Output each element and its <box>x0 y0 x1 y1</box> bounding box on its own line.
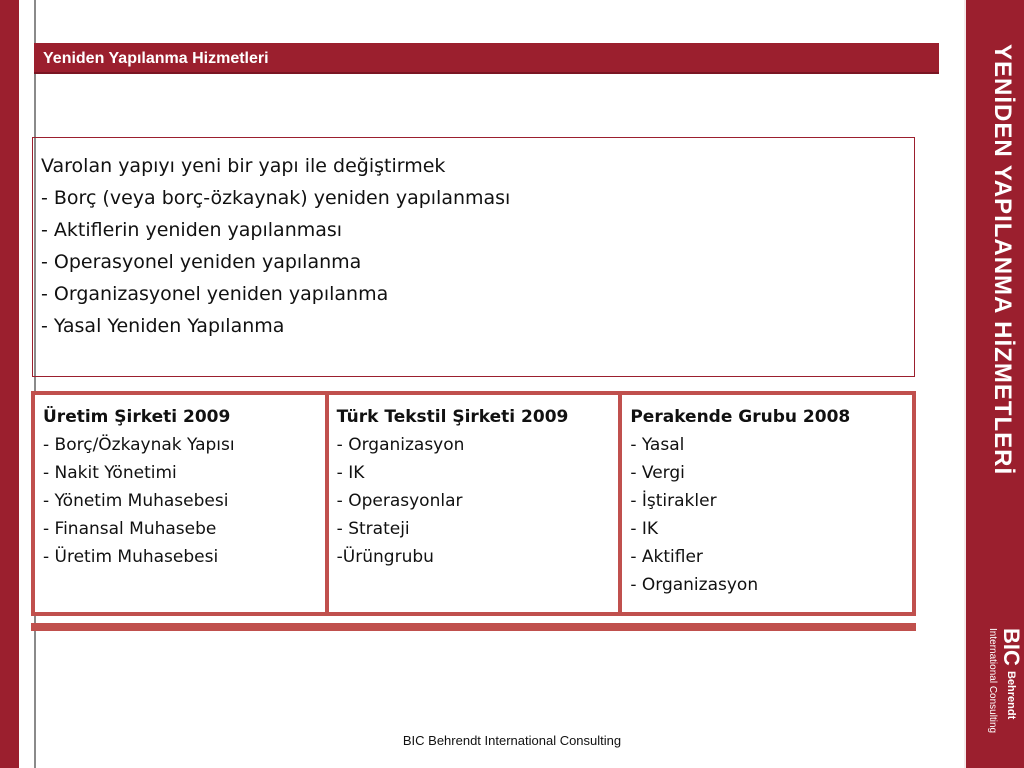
card-item: - İştirakler <box>630 491 717 511</box>
card-item: - Yönetim Muhasebesi <box>43 491 229 511</box>
card-title: Türk Tekstil Şirketi 2009 <box>336 407 569 427</box>
main-text-box <box>32 137 915 377</box>
footer-text: BIC Behrendt International Consulting <box>402 733 622 748</box>
main-line-heading: Varolan yapıyı yeni bir yapı ile değiştirmek <box>41 155 446 177</box>
main-line: - Yasal Yeniden Yapılanma <box>41 315 285 337</box>
case-cards <box>31 391 916 616</box>
logo-bic: BIC <box>999 628 1024 666</box>
main-line: - Aktiflerin yeniden yapılanması <box>41 219 343 241</box>
card-perakende <box>618 395 912 612</box>
card-item: - Finansal Muhasebe <box>43 519 217 539</box>
card-item: - Strateji <box>336 519 410 539</box>
card-item: - Vergi <box>630 463 685 483</box>
card-uretim <box>35 395 325 612</box>
logo-international-consulting: International Consulting <box>987 628 998 734</box>
card-item: - Organizasyon <box>630 575 759 595</box>
bottom-accent-bar <box>31 623 916 631</box>
card-item: - Borç/Özkaynak Yapısı <box>43 435 235 455</box>
card-title: Üretim Şirketi 2009 <box>43 407 231 427</box>
page-title: Yeniden Yapılanma Hizmetleri <box>43 50 269 67</box>
card-item: - IK <box>630 519 659 539</box>
main-line: - Borç (veya borç-özkaynak) yeniden yapılanması <box>41 187 511 209</box>
card-item: -Ürüngrubu <box>336 547 434 567</box>
card-item: - Yasal <box>630 435 685 455</box>
card-item: - Üretim Muhasebesi <box>43 547 219 567</box>
card-item: - Aktifler <box>630 547 703 567</box>
card-tekstil <box>325 395 619 612</box>
card-item: - Operasyonlar <box>336 491 463 511</box>
side-title: YENİDEN YAPILANMA HİZMETLERİ <box>989 44 1016 476</box>
card-item: - IK <box>336 463 365 483</box>
left-accent-bar <box>0 0 19 768</box>
main-line: - Organizasyonel yeniden yapılanma <box>41 283 389 305</box>
card-item: - Nakit Yönetimi <box>43 463 177 483</box>
left-divider <box>34 0 36 768</box>
main-line: - Operasyonel yeniden yapılanma <box>41 251 362 273</box>
logo-behrendt: Behrendt <box>1005 671 1017 720</box>
card-item: - Organizasyon <box>336 435 465 455</box>
card-title: Perakende Grubu 2008 <box>630 407 851 427</box>
